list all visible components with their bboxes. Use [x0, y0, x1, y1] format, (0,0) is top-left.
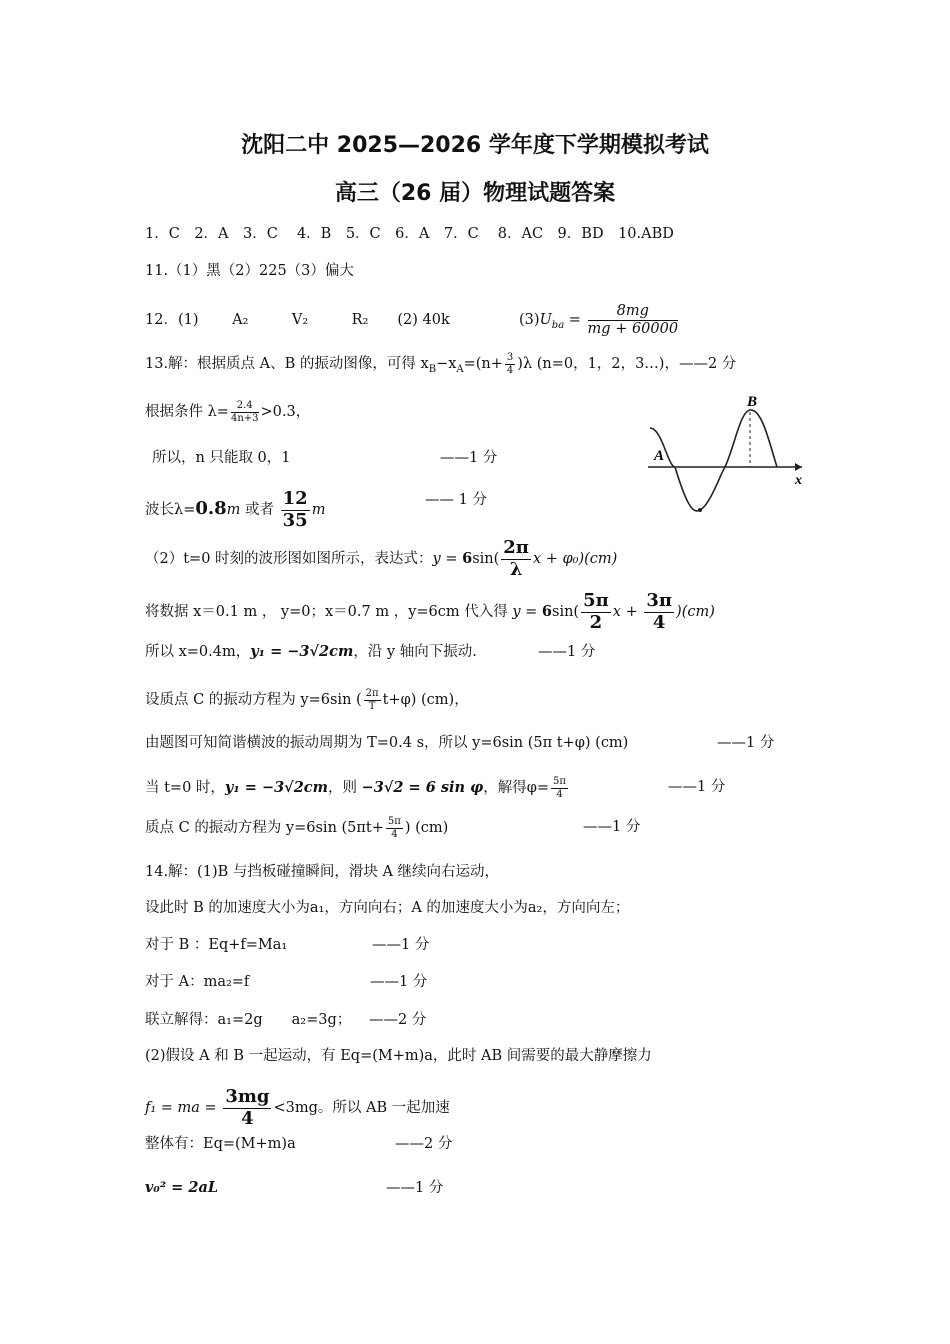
- q13-l1-sub-b: B: [428, 363, 437, 375]
- q13-l7-post: ，沿 y 轴向下振动.: [353, 644, 477, 660]
- q13-l1-eq: =(n+: [463, 356, 503, 372]
- q14-l7-post: <3mg。所以 AB 一起加速: [273, 1100, 450, 1117]
- q13-l10-fraction: [551, 776, 568, 800]
- q13-l4-value: 0.8: [195, 498, 227, 520]
- wave-figure: [640, 390, 810, 525]
- q13-l10-mid: ，则: [327, 780, 362, 796]
- q13-l6-n1: 5π: [583, 590, 609, 611]
- q13-l1-mid: −x: [436, 356, 457, 372]
- q13-l10-num: 5π: [553, 776, 566, 787]
- q13-line7-mark: ——1 分: [538, 644, 596, 660]
- wave-curve: [650, 410, 777, 511]
- q14-line8: 整体有：Eq=(M+m)a: [145, 1136, 296, 1152]
- q13-l6-d2: 4: [652, 611, 666, 633]
- q13-l4-fraction: [281, 489, 310, 531]
- q13-l2-fraction: [231, 400, 259, 424]
- q13-line9-mark: ——1 分: [717, 735, 775, 751]
- q14-l7-den: 4: [241, 1107, 254, 1129]
- q13-l10-eq1: y₁ = −3√2cm: [224, 779, 328, 796]
- q13-l11-fraction: [386, 816, 403, 840]
- q13-l6-fraction2: [644, 591, 674, 633]
- q13-l6-fraction1: [581, 591, 611, 633]
- q13-l2-text: 根据条件 λ=: [145, 404, 229, 420]
- q12-prefix: 12．(1) A₂ V₂ R₂ (2) 40k: [145, 312, 450, 329]
- q13-l2-post: >0.3，: [260, 404, 311, 420]
- q13-l11-num: 5π: [387, 816, 401, 827]
- q13-l6-amp: 6: [541, 603, 553, 621]
- q13-l6-sin: sin(: [552, 604, 580, 621]
- q14-l7-num: 3mg: [225, 1086, 270, 1107]
- q14-line5: 联立解得：a₁=2g a₂=3g；: [145, 1012, 352, 1028]
- q12-numerator: 8mg: [616, 303, 649, 319]
- label-b: B: [747, 394, 758, 410]
- q13-l1-fnum: 3: [506, 352, 514, 363]
- q13-l6-y: y =: [512, 604, 542, 621]
- q13-l5-y: y =: [432, 551, 463, 568]
- q11-answer: 11.（1）黑（2）225（3）偏大: [145, 263, 354, 279]
- q13-line1: [145, 352, 736, 381]
- q14-line3-mark: ——1 分: [372, 937, 430, 953]
- q14-line5-mark: ——2 分: [369, 1012, 427, 1028]
- q13-line2: [145, 400, 310, 424]
- q13-l4-text: 波长λ=: [145, 502, 196, 519]
- q12-part3: (3): [519, 312, 540, 329]
- q13-l4-unit2: m: [311, 502, 326, 519]
- q13-line5: [145, 538, 617, 580]
- q13-l5-num: 2π: [503, 537, 529, 558]
- q14-line9: v₀² = 2aL: [145, 1179, 219, 1196]
- q13-line3: 所以，n 只能取 0，1: [152, 450, 291, 466]
- q12-answer: [145, 303, 680, 337]
- q13-l10-text: 当 t=0 时，: [145, 780, 225, 796]
- q14-line6: (2)假设 A 和 B 一起运动，有 Eq=(M+m)a，此时 AB 间需要的最大静摩擦力: [145, 1048, 652, 1064]
- mc-answers: 1．C 2．A 3．C 4．B 5．C 6．A 7．C 8．AC 9．BD 10.ABD: [145, 226, 674, 242]
- q13-l7-text: 所以 x=0.4m，: [145, 644, 251, 660]
- q13-l8-fraction: [364, 688, 381, 712]
- q14-line8-mark: ——2 分: [395, 1136, 453, 1152]
- q13-l4-num: 12: [282, 488, 308, 509]
- q13-l6-n2: 3π: [646, 590, 673, 611]
- q13-line4-mark: —— 1 分: [425, 492, 487, 508]
- q13-l4-den: 35: [282, 509, 308, 531]
- q13-l1-fden: 4: [506, 364, 514, 376]
- q13-line10-mark: ——1 分: [668, 779, 726, 795]
- q12-fraction: [588, 303, 679, 337]
- q14-l7-text: f₁ = ma =: [145, 1100, 222, 1117]
- q13-l6-d1: 2: [589, 611, 603, 633]
- q12-equals: =: [568, 312, 581, 329]
- q13-l5-fraction: [501, 538, 531, 580]
- q14-l7-fraction: [223, 1087, 271, 1129]
- q13-l11-text: 质点 C 的振动方程为 y=6sin (5πt+: [145, 820, 384, 836]
- q13-l4-unit1: m: [226, 502, 241, 519]
- q13-l10-eq2: −3√2 = 6 sin φ: [361, 779, 484, 796]
- q13-l10-post: ，解得φ=: [483, 780, 550, 796]
- q13-l4-or: 或者: [240, 502, 279, 519]
- q12-denominator: mg + 60000: [587, 320, 679, 337]
- q13-l11-post: ) (cm): [404, 820, 449, 836]
- q14-line2: 设此时 B 的加速度大小为a₁，方向向右；A 的加速度大小为a₂，方向向左；: [145, 900, 630, 916]
- q13-l10-den: 4: [556, 788, 563, 800]
- q13-l1-post: )λ (n=0，1，2，3…)，——2 分: [517, 356, 737, 372]
- q13-l1-fraction: [505, 352, 515, 376]
- q13-line11-mark: ——1 分: [583, 819, 641, 835]
- q14-line1: 14.解：(1)B 与挡板碰撞瞬间，滑块 A 继续向右运动，: [145, 864, 500, 880]
- q13-l8-num: 2π: [365, 688, 379, 699]
- q13-l8-den: T: [368, 700, 376, 712]
- q13-line3-mark: ——1 分: [440, 450, 498, 466]
- q13-line7: [145, 641, 477, 663]
- q13-line9: 由题图可知简谐横波的振动周期为 T=0.4 s，所以 y=6sin (5π t+φ) (cm): [145, 735, 629, 751]
- q14-line3: 对于 B ：Eq+f=Ma₁: [145, 937, 288, 953]
- q13-l8-post: t+φ) (cm)，: [382, 692, 469, 708]
- label-a: A: [654, 448, 665, 464]
- q13-l5-text: （2）t=0 时刻的波形图如图所示，表达式：: [145, 551, 433, 568]
- q13-l11-den: 4: [391, 828, 398, 840]
- label-x: x: [795, 473, 802, 488]
- q13-l6-post: )(cm): [676, 604, 715, 621]
- q13-line11: [145, 816, 448, 840]
- x-axis-arrow: [795, 463, 802, 471]
- q12-lhs: U: [539, 312, 552, 329]
- q13-l5-post: x + φ₀)(cm): [532, 551, 618, 568]
- q13-line6: [145, 591, 715, 633]
- q12-lhs-sub: ba: [551, 320, 565, 332]
- q14-line7: [145, 1087, 450, 1129]
- trough-point: [698, 508, 702, 512]
- q13-l1-sub-a: A: [456, 363, 464, 375]
- q13-l2-num: 2.4: [231, 400, 259, 413]
- q14-line4: 对于 A：ma₂=f: [145, 974, 250, 990]
- q13-l6-mid: x +: [612, 604, 643, 621]
- q14-line9-mark: ——1 分: [386, 1180, 444, 1196]
- q13-l5-amp: 6: [462, 550, 473, 568]
- page-title: 沈阳二中 2025—2026 学年度下学期模拟考试: [241, 133, 709, 158]
- q13-l2-den: 4n+3: [230, 412, 259, 424]
- q13-l5-den: λ: [509, 558, 523, 580]
- q13-line4: [145, 489, 325, 531]
- page-subtitle: 高三（26 届）物理试题答案: [334, 181, 616, 206]
- q13-l1-text: 13.解：根据质点 A、B 的振动图像，可得 x: [145, 356, 429, 372]
- q13-l7-eq: y₁ = −3√2cm: [250, 643, 354, 660]
- q13-l8-text: 设质点 C 的振动方程为 y=6sin (: [145, 692, 362, 708]
- q13-line10: [145, 776, 570, 800]
- q13-l5-sin: sin(: [472, 551, 500, 568]
- q13-line8: [145, 688, 469, 712]
- q14-line4-mark: ——1 分: [370, 974, 428, 990]
- q13-l6-text: 将数据 x＝0.1 m ， y=0；x＝0.7 m ，y=6cm 代入得: [145, 604, 513, 621]
